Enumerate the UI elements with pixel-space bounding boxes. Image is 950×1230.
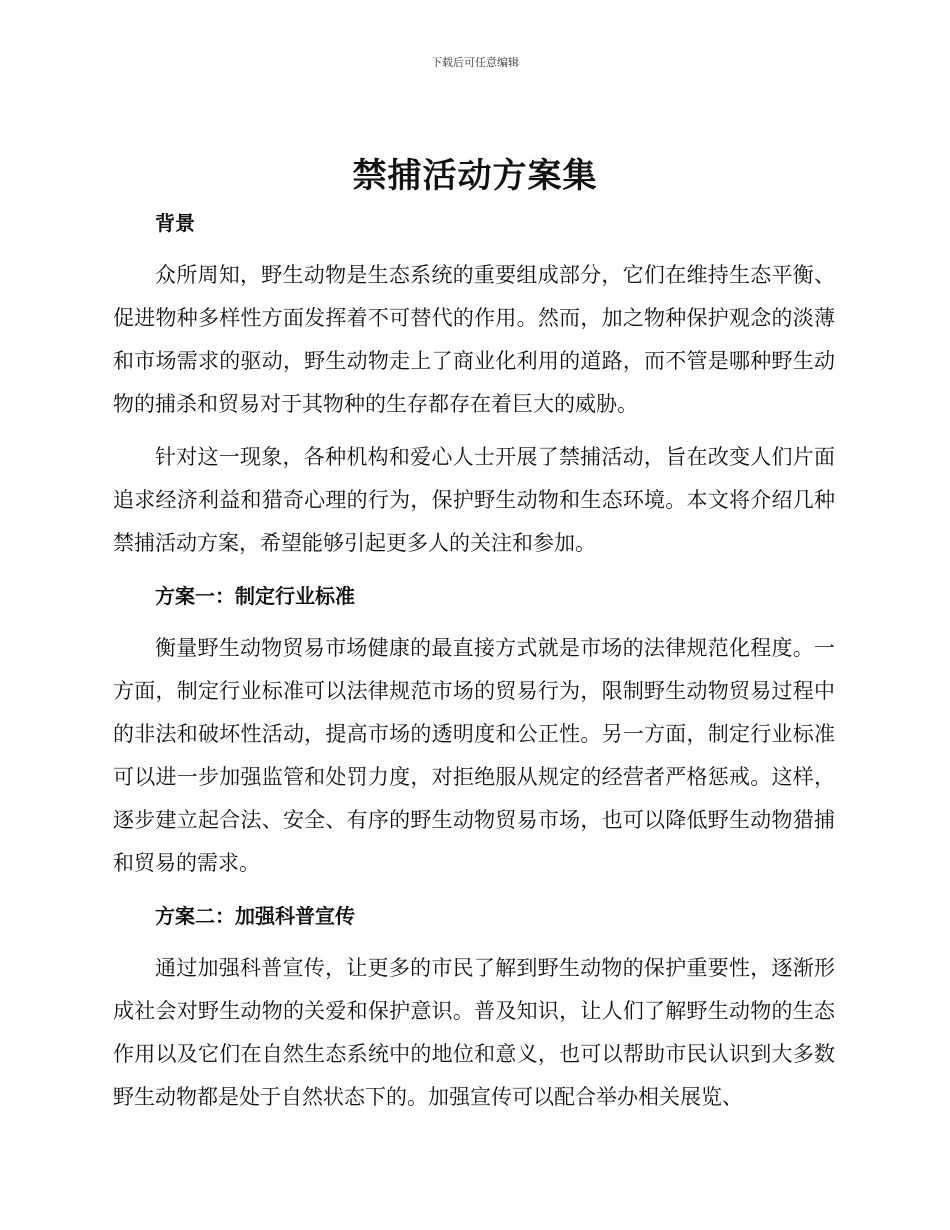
paragraph: 衡量野生动物贸易市场健康的最直接方式就是市场的法律规范化程度。一方面，制定行业标准可以法律规范市场的贸易行为，限制野生动物贸易过程中的非法和破坏性活动，提高市场的透明度和公正性。另一方面，制定行业标准可以进一步加强监管和处罚力度，对拒绝服从规定的经营者严格惩戒。这样，逐步建立起合法、安全、有序的野生动物贸易市场，也可以降低野生动物猎捕和贸易的需求。 [113,636,835,875]
section-heading-plan-2: 方案二：加强科普宣传 [155,904,355,928]
section-heading-plan-1: 方案一：制定行业标准 [155,584,355,608]
header-note: 下载后可任意编辑 [431,56,519,69]
paragraph: 通过加强科普宣传，让更多的市民了解到野生动物的保护重要性，逐渐形成社会对野生动物的关爱和保护意识。普及知识，让人们了解野生动物的生态作用以及它们在自然生态系统中的地位和意义，也可以帮助市民认识到大多数野生动物都是处于自然状态下的。加强宣传可以配合举办相关展览、 [113,956,835,1109]
document-body [113,202,835,1129]
document-title: 禁捕活动方案集 [352,156,598,196]
paragraph: 众所周知，野生动物是生态系统的重要组成部分，它们在维持生态平衡、促进物种多样性方面发挥着不可替代的作用。然而，加之物种保护观念的淡薄和市场需求的驱动，野生动物走上了商业化利用的道路，而不管是哪种野生动物的捕杀和贸易对于其物种的生存都存在着巨大的威胁。 [113,263,835,416]
section-heading-background: 背景 [155,211,195,235]
paragraph: 针对这一现象，各种机构和爱心人士开展了禁捕活动，旨在改变人们片面追求经济利益和猎奇心理的行为，保护野生动物和生态环境。本文将介绍几种禁捕活动方案，希望能够引起更多人的关注和参加。 [113,445,835,555]
